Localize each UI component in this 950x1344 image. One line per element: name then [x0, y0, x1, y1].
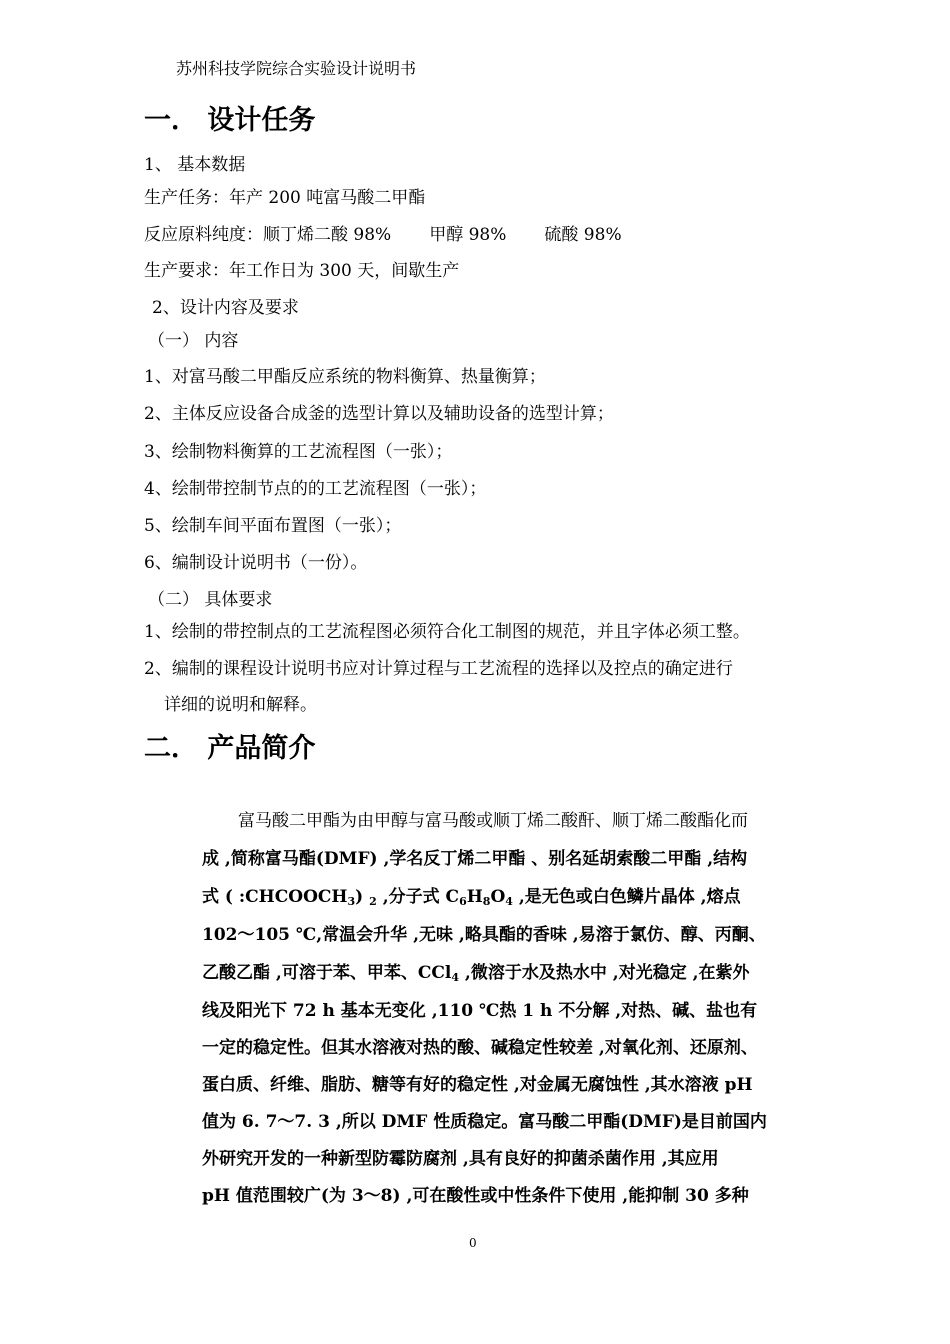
content-item: 2、主体反应设备合成釜的选型计算以及辅助设备的选型计算； [144, 404, 614, 424]
section-title-design-task: 一． 设计任务 [144, 105, 316, 136]
text-run: 式 ( :CHCOOCH [202, 887, 348, 907]
purity-item: 甲醇 98% [429, 225, 507, 245]
content-item: 6、编制设计说明书（一份）。 [144, 553, 368, 573]
section-title-product-intro: 二． 产品简介 [144, 733, 316, 764]
requirement-item: 1、绘制的带控制点的工艺流程图必须符合化工制图的规范，并且字体必须工整。 [144, 622, 750, 642]
content-item: 5、绘制车间平面布置图（一张）； [144, 516, 402, 536]
paragraph-line: 富马酸二甲酯为由甲醇与富马酸或顺丁烯二酸酐、顺丁烯二酸酯化而 [238, 811, 748, 831]
paragraph-line-formula [202, 882, 741, 908]
requirements-subheading: （二） 具体要求 [148, 590, 273, 610]
content-item: 1、对富马酸二甲酯反应系统的物料衡算、热量衡算； [144, 367, 546, 387]
subscript: 4 [505, 895, 513, 908]
purity-line [144, 220, 622, 245]
requirement-item-continued: 详细的说明和解释。 [164, 695, 317, 715]
paragraph-line: 成 ,简称富马酯(DMF) ,学名反丁烯二甲酯 、别名延胡索酸二甲酯 ,结构 [202, 849, 748, 869]
text-run: ,是无色或白色鳞片晶体 ,熔点 [512, 887, 741, 907]
content-item: 4、绘制带控制节点的的工艺流程图（一张）； [144, 479, 487, 499]
paragraph-line: 值为 6. 7～7. 3 ,所以 DMF 性质稳定。富马酸二甲酯(DMF)是目前国内 [202, 1112, 767, 1132]
text-run: O [490, 887, 506, 907]
paragraph-line-ccl4 [202, 958, 750, 984]
purity-label: 反应原料纯度： [144, 225, 263, 245]
paragraph-line: pH 值范围较广(为 3～8) ,可在酸性或中性条件下使用 ,能抑制 30 多种 [202, 1186, 749, 1206]
text-run: ) [355, 887, 370, 907]
paragraph-line: 外研究开发的一种新型防霉防腐剂 ,具有良好的抑菌杀菌作用 ,其应用 [202, 1149, 719, 1169]
content-item: 3、绘制物料衡算的工艺流程图（一张）； [144, 442, 453, 462]
paragraph-line: 102～105 ℃,常温会升华 ,无味 ,略具酯的香味 ,易溶于氯仿、醇、丙酮、 [202, 925, 766, 945]
subscript: 8 [482, 895, 491, 908]
text-run: ,微溶于水及热水中 ,对光稳定 ,在紫外 [459, 963, 750, 983]
subscript: 4 [451, 971, 460, 984]
subscript: 6 [459, 895, 467, 908]
paragraph-line: 蛋白质、纤维、脂肪、糖等有好的稳定性 ,对金属无腐蚀性 ,其水溶液 pH [202, 1075, 753, 1095]
design-content-heading: 2、设计内容及要求 [152, 298, 299, 318]
purity-item: 顺丁烯二酸 98% [263, 225, 392, 245]
paragraph-line: 一定的稳定性。但其水溶液对热的酸、碱稳定性较差 ,对氧化剂、还原剂、 [202, 1038, 758, 1058]
text-run: 乙酸乙酯 ,可溶于苯、甲苯、CCl [202, 963, 452, 983]
basic-data-heading: 1、 基本数据 [144, 155, 246, 175]
page-number: 0 [469, 1236, 477, 1250]
production-requirement: 生产要求：年工作日为 300 天，间歇生产 [144, 261, 460, 281]
content-subheading: （一） 内容 [148, 331, 239, 351]
text-run: H [466, 887, 483, 907]
paragraph-line: 线及阳光下 72 h 基本无变化 ,110 ℃热 1 h 不分解 ,对热、碱、盐也有 [202, 1001, 758, 1021]
subscript: 3 [347, 895, 356, 908]
purity-item: 硫酸 98% [544, 225, 622, 245]
subscript: 2 [369, 895, 377, 908]
production-task: 生产任务：年产 200 吨富马酸二甲酯 [144, 188, 426, 208]
page-header: 苏州科技学院综合实验设计说明书 [176, 59, 417, 78]
text-run: ,分子式 C [376, 887, 460, 907]
requirement-item: 2、编制的课程设计说明书应对计算过程与工艺流程的选择以及控点的确定进行 [144, 659, 733, 679]
